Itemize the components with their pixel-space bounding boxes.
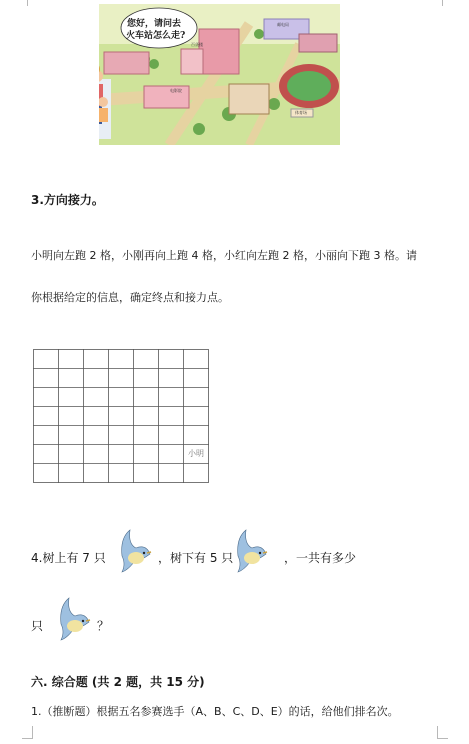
building-label-cinema: 电影院 (170, 88, 182, 93)
page-corner-top-right (442, 0, 455, 6)
relay-grid (33, 349, 209, 487)
page-corner-bottom-right (437, 726, 448, 739)
section6-heading: 六. 综合题 (共 2 题，共 15 分) (31, 675, 205, 689)
building-label-post-office: 邮电局 (277, 22, 289, 27)
bird-icon (232, 526, 268, 578)
q3-text-line2: 你根据给定的信息，确定终点和接力点。 (31, 291, 229, 304)
q4-part1: 4.树上有 7 只 (31, 551, 106, 565)
q4-part3: ，一共有多少 (284, 551, 357, 565)
q4-part4: 只 (31, 619, 44, 633)
building-label-stadium: 体育场 (295, 110, 307, 115)
q3-title: 3.方向接力。 (31, 193, 104, 207)
page-corner-bottom-left (22, 726, 33, 739)
speech-bubble-line1: 您好，请问去 (127, 19, 182, 29)
speech-bubble-line2: 火车站怎么走? (126, 31, 186, 41)
building-label-department-store: 百货楼 (191, 42, 203, 47)
map-illustration (99, 4, 340, 145)
bird-icon (55, 594, 91, 646)
page-corner-top-left (15, 0, 28, 6)
section6-q1: 1.（推断题）根据五名参赛选手（A、B、C、D、E）的话，给他们排名次。 (31, 705, 399, 718)
q4-part5: ？ (97, 619, 110, 633)
grid-cell-label-xiaoming: 小明 (188, 449, 204, 458)
bird-icon (116, 526, 152, 578)
q3-text-line1: 小明向左跑 2 格，小刚再向上跑 4 格，小红向左跑 2 格，小丽向下跑 3 格。请 (31, 249, 417, 262)
q4-part2: ，树下有 5 只 (158, 551, 234, 565)
relay-grid-lines (33, 349, 209, 483)
